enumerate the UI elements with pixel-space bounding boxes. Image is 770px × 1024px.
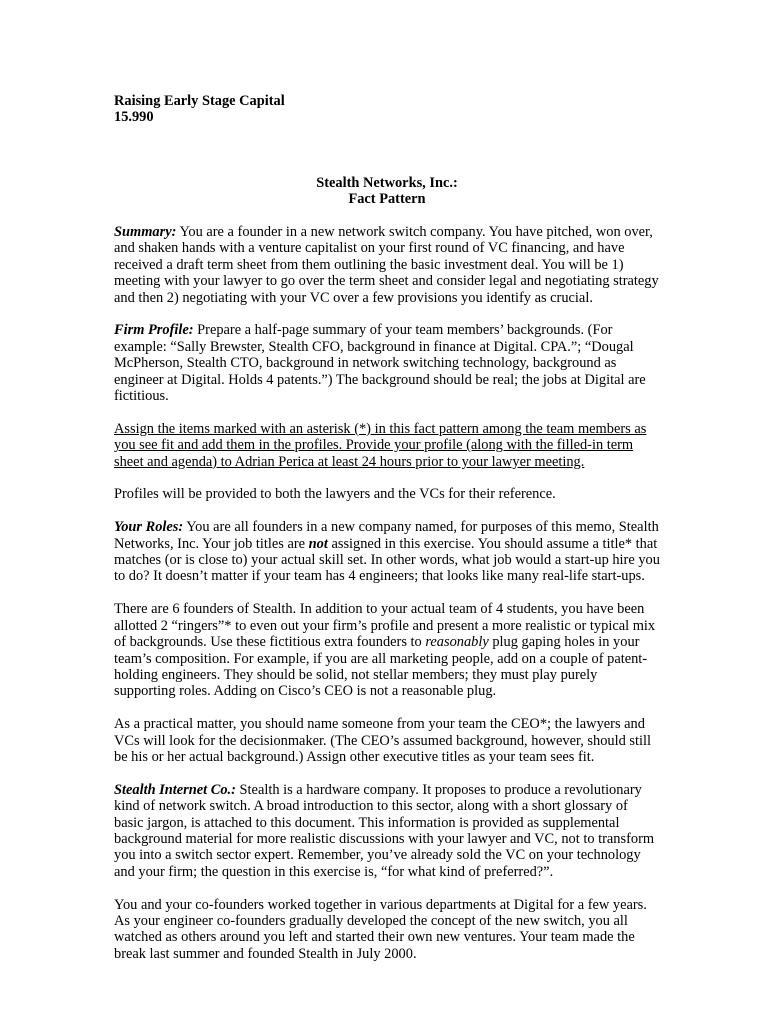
profiles-note: Profiles will be provided to both the lawyers and the VCs for their reference.	[114, 486, 556, 503]
founders-text-a: There are 6 founders of Stealth. In addition to your actual team of 4 students, you have been allotted 2 “ringers”* to even out your firm’s profile and present a more realistic or typical mix of backgrounds. Use these fictitious extra founders to	[114, 601, 656, 651]
summary-label: Summary:	[114, 224, 177, 241]
course-number: 15.990	[114, 109, 154, 126]
roles-emphasis: not	[308, 535, 328, 552]
founders-emphasis: reasonably	[425, 634, 489, 651]
roles-text-a: You are all founders in a new company named, for purposes of this memo, Stealth Networks, Inc. Your job titles are	[114, 519, 659, 552]
firm-profile-label: Firm Profile:	[114, 322, 194, 339]
assign-paragraph: Assign the items marked with an asterisk (*) in this fact pattern among the team members as you see fit and add them in the profiles. Provide your profile (along with the filled-in term sheet and agenda) to Adrian Perica at least 24 hours prior to your lawyer meeting.	[114, 420, 647, 470]
summary-text: You are a founder in a new network switch company. You have pitched, won over, and shaken hands with a venture capitalist on your first round of VC financing, and have received a draft term sheet from them outlining the basic investment deal. You will be 1) meeting with your lawyer to go over the term sheet and consider legal and negotiating strategy and then 2) negotiating with your VC over a few provisions you identify as crucial.	[114, 224, 659, 306]
history-paragraph: You and your co-founders worked together in various departments at Digital for a few years. As your engineer co-founders gradually developed the concept of the new switch, you all watched as others around you left and started their own new ventures. Your team made the break last summer and founded Stealth in July 2000.	[114, 896, 647, 962]
roles-label: Your Roles:	[114, 519, 184, 536]
stealth-paragraph	[114, 782, 660, 880]
founders-paragraph	[114, 601, 660, 699]
founders-text-b: plug gaping holes in your team’s composition. For example, if you are all marketing people, add on a couple of patent-holding engineers. They should be solid, not stellar members; they must play purely supporting roles. Adding on Cisco’s CEO is not a reasonable plug.	[114, 634, 648, 700]
stealth-text: Stealth is a hardware company. It proposes to produce a revolutionary kind of network switch. A broad introduction to this sector, along with a short glossary of basic jargon, is attached to this document. This information is provided as supplemental background material for more realistic discussions with your lawyer and VC, not to transform you into a switch sector expert. Remember, you’ve already sold the VC on your technology and your firm; the question in this exercise is, “for what kind of preferred?”.	[114, 781, 655, 880]
firm-profile-text: Prepare a half-page summary of your team members’ backgrounds. (For example: “Sally Brewster, Stealth CFO, background in finance at Digital. CPA.”; “Dougal McPherson, Stealth CTO, background in network switching technology, background as engineer at Digital. Holds 4 patents.”) The background should be real; the jobs at Digital are fictitious.	[114, 322, 646, 405]
practical-paragraph: As a practical matter, you should name someone from your team the CEO*; the lawyers and VCs will look for the decisionmaker. (The CEO’s assumed background, however, should still be his or her actual background.) Assign other executive titles as your team sees fit.	[114, 716, 651, 765]
firm-profile-paragraph	[114, 322, 660, 404]
doc-title: Stealth Networks, Inc.:	[316, 174, 458, 191]
document-page	[114, 93, 660, 962]
summary-paragraph	[114, 224, 660, 306]
roles-paragraph	[114, 519, 660, 585]
roles-text-b: assigned in this exercise. You should assume a title* that matches (or is close to) your actual skill set. In other words, what job would a start-up hire you to do? It doesn’t matter if your team has 4 engineers; that looks like many real-life start-ups.	[114, 535, 660, 585]
stealth-label: Stealth Internet Co.:	[114, 781, 236, 798]
doc-subtitle: Fact Pattern	[348, 191, 426, 208]
course-title: Raising Early Stage Capital	[114, 93, 285, 109]
